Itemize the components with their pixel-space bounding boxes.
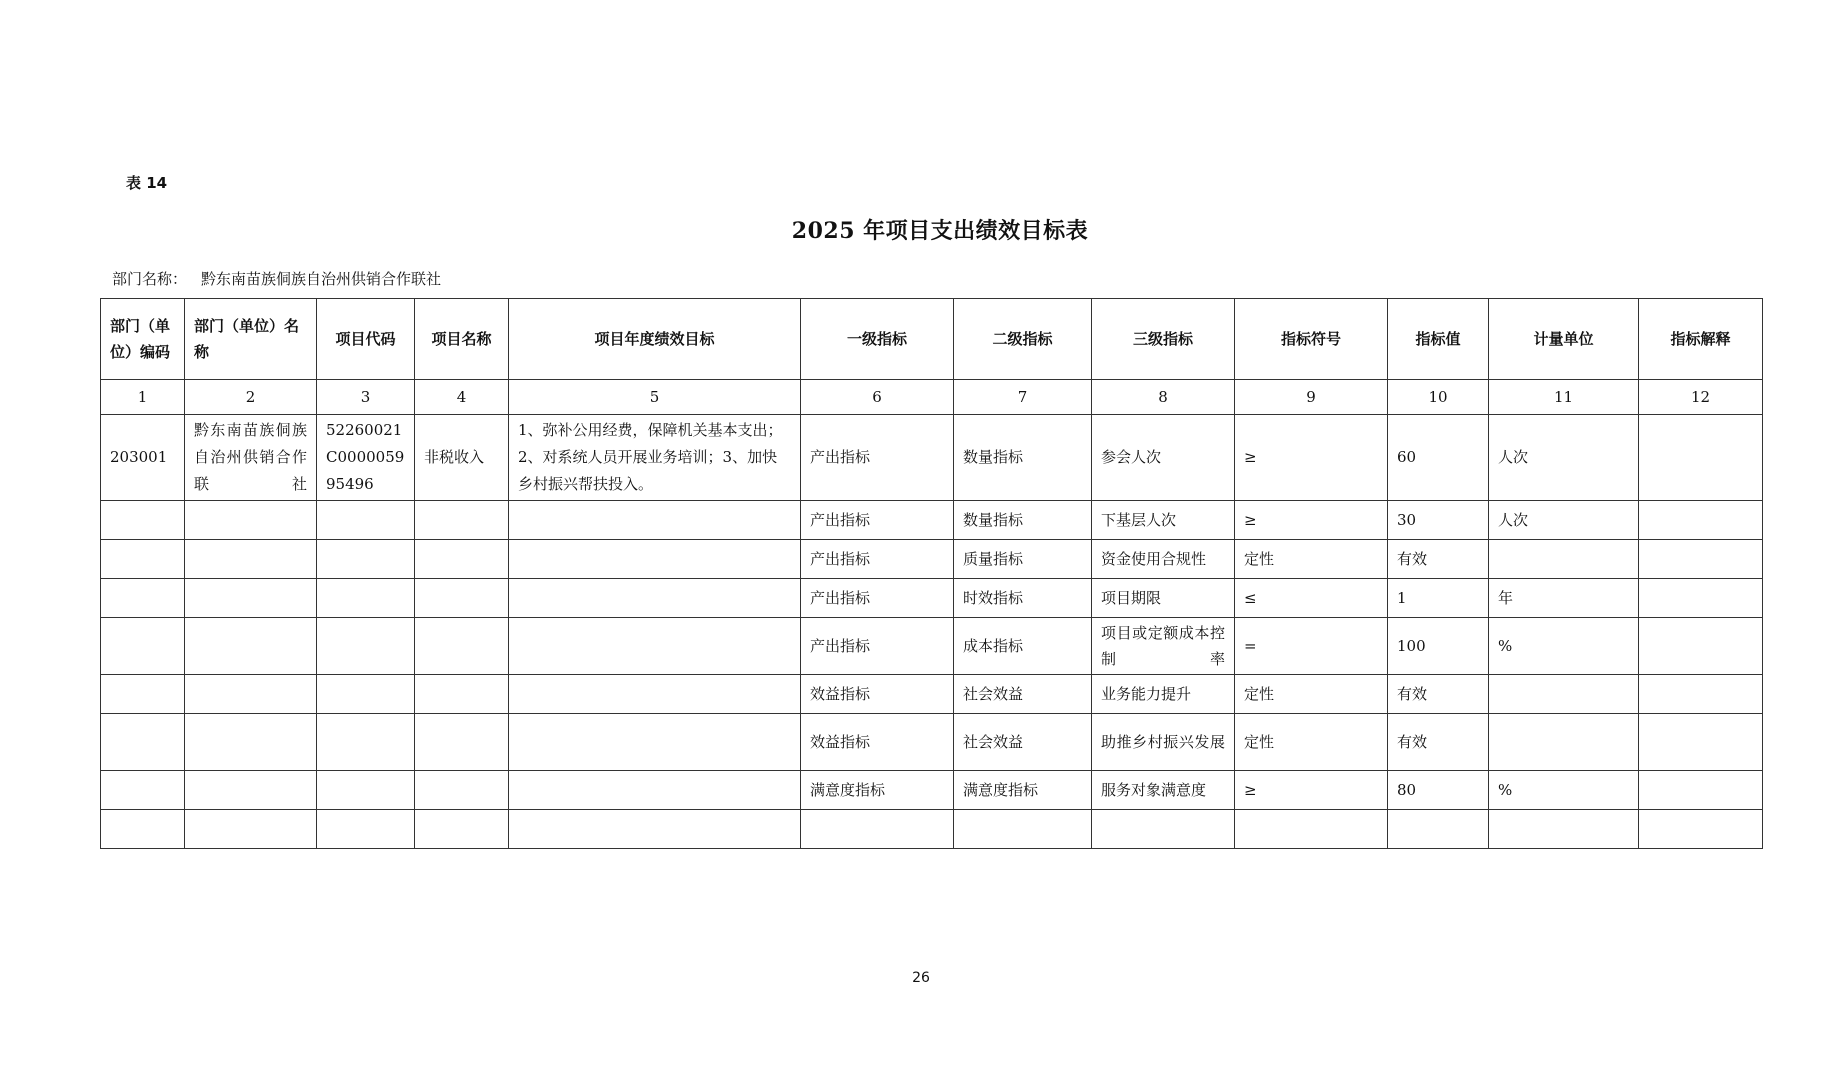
symbol-cell: 定性 <box>1235 675 1388 714</box>
level1-cell: 产出指标 <box>801 415 954 501</box>
level3-cell: 资金使用合规性 <box>1092 540 1235 579</box>
header-cell: 二级指标 <box>954 299 1092 380</box>
department-name: 黔东南苗族侗族自治州供销合作联社 <box>201 270 442 288</box>
index-cell: 8 <box>1092 380 1235 415</box>
index-cell: 6 <box>801 380 954 415</box>
index-row <box>101 380 1763 415</box>
symbol-cell: ≥ <box>1235 501 1388 540</box>
table-row <box>101 771 1763 810</box>
level2-cell: 社会效益 <box>954 675 1092 714</box>
value-cell: 100 <box>1388 618 1489 675</box>
level2-cell: 成本指标 <box>954 618 1092 675</box>
index-cell: 12 <box>1639 380 1763 415</box>
symbol-cell: ≥ <box>1235 415 1388 501</box>
level1-cell: 产出指标 <box>801 618 954 675</box>
project-name-cell: 非税收入 <box>415 415 509 501</box>
value-cell: 有效 <box>1388 714 1489 771</box>
note-cell <box>1639 675 1763 714</box>
header-cell: 指标解释 <box>1639 299 1763 380</box>
table-row <box>101 540 1763 579</box>
level1-cell: 产出指标 <box>801 501 954 540</box>
department-label: 部门名称： <box>112 270 188 288</box>
symbol-cell: = <box>1235 618 1388 675</box>
table-row <box>101 675 1763 714</box>
note-cell <box>1639 771 1763 810</box>
header-cell: 部门（单位）编码 <box>101 299 185 380</box>
note-cell <box>1639 618 1763 675</box>
symbol-cell: 定性 <box>1235 540 1388 579</box>
header-cell: 指标符号 <box>1235 299 1388 380</box>
level2-cell: 时效指标 <box>954 579 1092 618</box>
page-number: 26 <box>912 970 930 986</box>
note-cell <box>1639 415 1763 501</box>
value-cell: 30 <box>1388 501 1489 540</box>
department-code-cell: 203001 <box>101 415 185 501</box>
note-cell <box>1639 540 1763 579</box>
level2-cell: 满意度指标 <box>954 771 1092 810</box>
level3-cell: 助推乡村振兴发展 <box>1092 714 1235 771</box>
level2-cell: 社会效益 <box>954 714 1092 771</box>
unit-cell: % <box>1489 771 1639 810</box>
header-cell: 项目名称 <box>415 299 509 380</box>
level1-cell: 效益指标 <box>801 675 954 714</box>
unit-cell: 人次 <box>1489 501 1639 540</box>
page-title: 2025 年项目支出绩效目标表 <box>791 218 1089 244</box>
symbol-cell: 定性 <box>1235 714 1388 771</box>
header-cell: 项目年度绩效目标 <box>509 299 801 380</box>
index-cell: 4 <box>415 380 509 415</box>
department-line <box>112 268 441 289</box>
unit-cell: % <box>1489 618 1639 675</box>
level3-cell: 参会人次 <box>1092 415 1235 501</box>
unit-cell <box>1489 675 1639 714</box>
level2-cell: 数量指标 <box>954 415 1092 501</box>
symbol-cell: ≤ <box>1235 579 1388 618</box>
unit-cell: 年 <box>1489 579 1639 618</box>
header-cell: 计量单位 <box>1489 299 1639 380</box>
value-cell: 有效 <box>1388 675 1489 714</box>
table-row <box>101 501 1763 540</box>
level3-cell: 服务对象满意度 <box>1092 771 1235 810</box>
table-row <box>101 415 1763 501</box>
index-cell: 9 <box>1235 380 1388 415</box>
level1-cell: 满意度指标 <box>801 771 954 810</box>
level2-cell: 数量指标 <box>954 501 1092 540</box>
index-cell: 5 <box>509 380 801 415</box>
table-row <box>101 579 1763 618</box>
header-cell: 指标值 <box>1388 299 1489 380</box>
department-name-cell: 黔东南苗族侗族自治州供销合作联社 <box>185 415 317 501</box>
project-goal-cell: 1、弥补公用经费，保障机关基本支出；2、对系统人员开展业务培训；3、加快乡村振兴帮扶投入。 <box>509 415 801 501</box>
header-cell: 三级指标 <box>1092 299 1235 380</box>
unit-cell <box>1489 714 1639 771</box>
index-cell: 2 <box>185 380 317 415</box>
unit-cell <box>1489 540 1639 579</box>
note-cell <box>1639 579 1763 618</box>
level3-cell: 项目或定额成本控制率 <box>1092 618 1235 675</box>
project-code-cell: 52260021C000005995496 <box>317 415 415 501</box>
index-cell: 7 <box>954 380 1092 415</box>
level2-cell: 质量指标 <box>954 540 1092 579</box>
unit-cell: 人次 <box>1489 415 1639 501</box>
symbol-cell: ≥ <box>1235 771 1388 810</box>
index-cell: 10 <box>1388 380 1489 415</box>
value-cell: 1 <box>1388 579 1489 618</box>
value-cell: 80 <box>1388 771 1489 810</box>
table-row <box>101 714 1763 771</box>
level1-cell: 产出指标 <box>801 579 954 618</box>
level3-cell: 下基层人次 <box>1092 501 1235 540</box>
index-cell: 1 <box>101 380 185 415</box>
performance-table <box>100 298 1763 849</box>
header-cell: 部门（单位）名称 <box>185 299 317 380</box>
note-cell <box>1639 501 1763 540</box>
index-cell: 11 <box>1489 380 1639 415</box>
header-row <box>101 299 1763 380</box>
value-cell: 有效 <box>1388 540 1489 579</box>
level1-cell: 产出指标 <box>801 540 954 579</box>
index-cell: 3 <box>317 380 415 415</box>
value-cell: 60 <box>1388 415 1489 501</box>
table-label: 表 14 <box>126 174 168 192</box>
header-cell: 项目代码 <box>317 299 415 380</box>
level3-cell: 项目期限 <box>1092 579 1235 618</box>
level1-cell: 效益指标 <box>801 714 954 771</box>
note-cell <box>1639 714 1763 771</box>
table-row <box>101 618 1763 675</box>
empty-row <box>101 810 1763 849</box>
level3-cell: 业务能力提升 <box>1092 675 1235 714</box>
header-cell: 一级指标 <box>801 299 954 380</box>
